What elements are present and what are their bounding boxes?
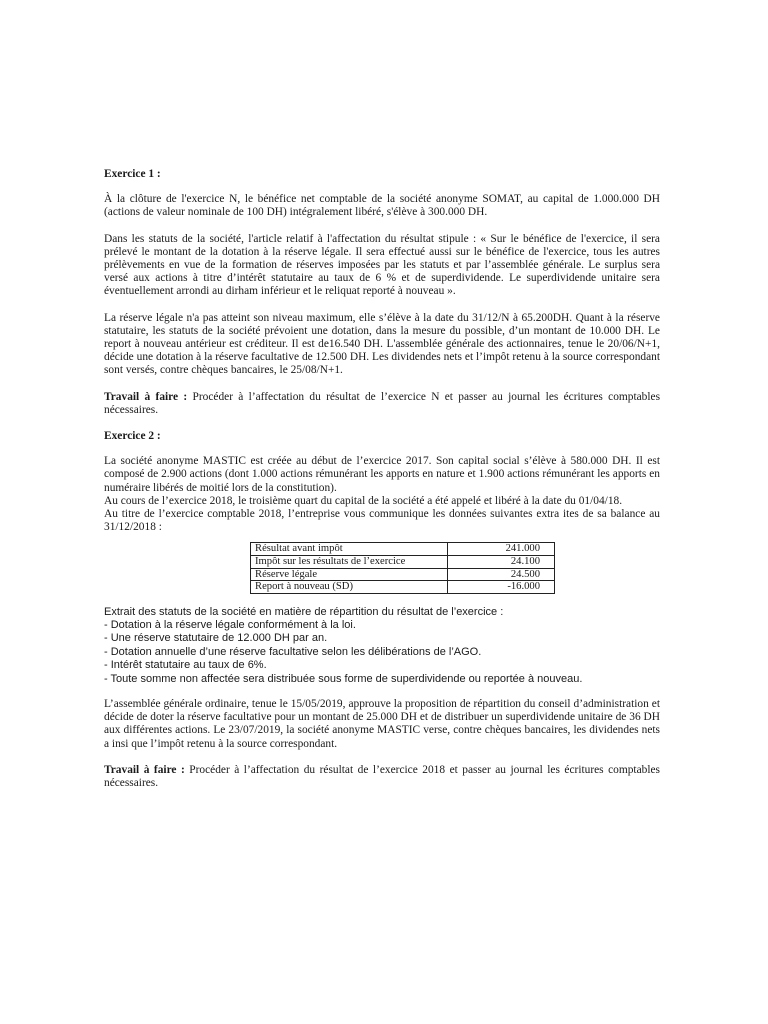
table-cell-value: 24.500	[448, 568, 555, 581]
document-page	[104, 168, 660, 803]
statutes-rules-list	[104, 619, 660, 686]
table-cell-value: 241.000	[448, 543, 555, 556]
table-cell-label: Impôt sur les résultats de l’exercice	[251, 556, 448, 569]
exercise-1-task-text: Procéder à l’affectation du résultat de l’exercice N et passer au journal les écritures comptables nécessaires.	[104, 390, 661, 416]
exercise-1-paragraph-1: À la clôture de l'exercice N, le bénéfice net comptable de la société anonyme SOMAT, au capital de 1.000.000 DH (actions de valeur nominale de 100 DH) intégralement libéré, s'élève à 300.000 DH.	[104, 193, 660, 219]
exercise-2-task-label: Travail à faire :	[104, 763, 185, 776]
table-cell-label: Report à nouveau (SD)	[251, 581, 448, 594]
table-row	[251, 568, 555, 581]
exercise-2-task	[104, 764, 660, 790]
exercise-2-heading: Exercice 2 :	[104, 430, 161, 443]
table-row	[251, 556, 555, 569]
exercise-2-paragraph-2: Au cours de l’exercice 2018, le troisième quart du capital de la société a été appelé et libéré à la date du 01/04/18.	[104, 494, 623, 507]
list-item: - Toute somme non affectée sera distribuée sous forme de superdividende ou reportée à nouveau.	[104, 672, 583, 685]
exercise-2-paragraph-1: La société anonyme MASTIC est créée au début de l’exercice 2017. Son capital social s’élève à 580.000 DH. Il est composé de 2.900 actions (dont 1.000 actions rémunérant les apports en nature et 1.900 actions rémunérant les apports en numéraire libérés de moitié lors de la constitution).	[104, 455, 660, 494]
balance-table	[250, 542, 555, 593]
exercise-2-task-text: Procéder à l’affectation du résultat de l’exercice 2018 et passer au journal les écritures comptables nécessaires.	[104, 763, 660, 790]
list-item: - Intérêt statutaire au taux de 6%.	[104, 659, 267, 672]
list-item: - Dotation annuelle d’une réserve facultative selon les délibérations de l’AGO.	[104, 645, 482, 658]
table-cell-value: -16.000	[448, 581, 555, 594]
exercise-1-task-label: Travail à faire :	[104, 390, 188, 403]
table-cell-value: 24.100	[448, 556, 555, 569]
table-cell-label: Réserve légale	[251, 568, 448, 581]
exercise-1-paragraph-3: La réserve légale n'a pas atteint son niveau maximum, elle s’élève à la date du 31/12/N à 65.200DH. Quant à la réserve statutaire, les statuts de la société prévoient une dotation, dans la mesure du possible, d’un montant de 10.000 DH. Le report à nouveau antérieur est créditeur. Il est de16.540 DH. L'assemblée générale des actionnaires, tenue le 20/06/N+1, décide une dotation à la réserve facultative de 12.500 DH. Les dividendes nets et l’impôt retenu à la source correspondant sont versés, contre chèques bancaires, le 25/08/N+1.	[104, 311, 660, 377]
list-item: - Une réserve statutaire de 12.000 DH par an.	[104, 632, 328, 645]
statutes-extract-title: Extrait des statuts de la société en matière de répartition du résultat de l’exercice :	[104, 605, 504, 618]
table-cell-label: Résultat avant impôt	[251, 543, 448, 556]
table-row	[251, 543, 555, 556]
exercise-1-paragraph-2: Dans les statuts de la société, l'article relatif à l'affectation du résultat stipule : « Sur le bénéfice de l'exercice, il sera prélevé le montant de la dotation à la réserve légale. Il sera effectué aussi sur le bénéfice de l'exercice, tous les autres prélèvements en vue de la formation de réserves imposées par les statuts et par l’assemblée générale. Le surplus sera versé aux actions à titre d’intérêt statutaire au taux de 6 % et de superdividende. Le superdividende unitaire sera éventuellement arrondi au dirham inférieur et le reliquat reporté à nouveau ».	[104, 232, 660, 298]
exercise-2-paragraph-3: Au titre de l’exercice comptable 2018, l’entreprise vous communique les données suivantes extra ites de sa balance au 31/12/2018 :	[104, 508, 660, 534]
exercise-1-task	[104, 391, 660, 417]
list-item: - Dotation à la réserve légale conformément à la loi.	[104, 619, 356, 632]
table-row	[251, 581, 555, 594]
exercise-1-heading: Exercice 1 :	[104, 168, 161, 180]
exercise-2-paragraph-4: L’assemblée générale ordinaire, tenue le 15/05/2019, approuve la proposition de répartition du conseil d’administration et décide de doter la réserve facultative pour un montant de 25.000 DH et de distribuer un superdividende unitaire de 36 DH aux différentes actions. Le 23/07/2019, la société anonyme MASTIC verse, contre chèques bancaires, les dividendes nets a insi que l’impôt retenu à la source correspondant.	[104, 698, 660, 750]
